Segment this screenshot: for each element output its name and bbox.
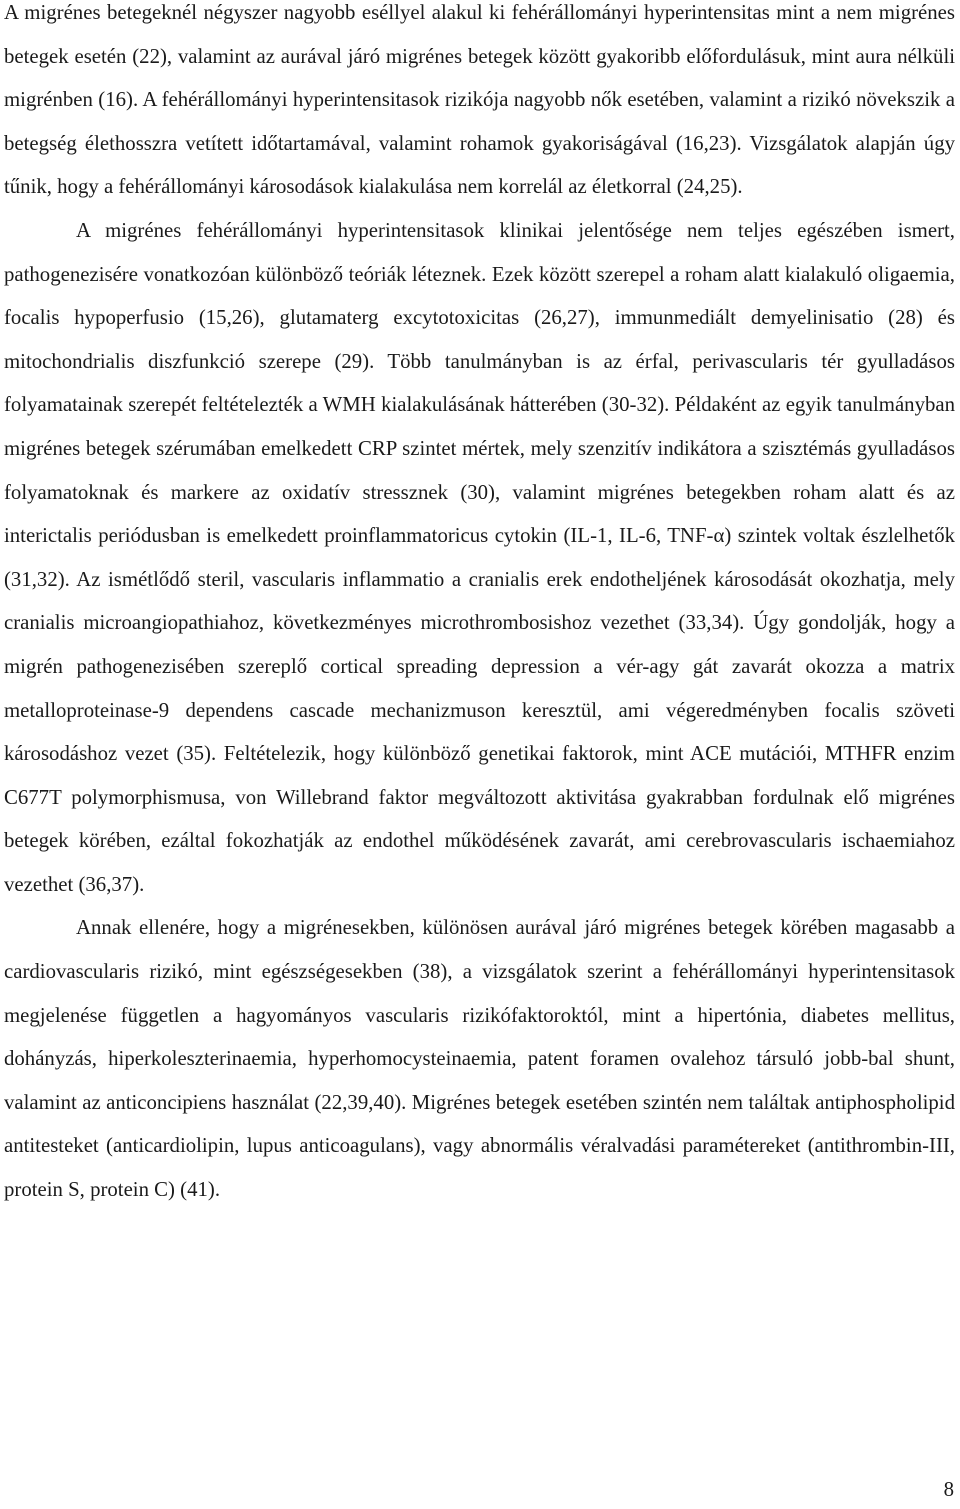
- page-number: 8: [943, 1478, 954, 1501]
- document-page: [4, 0, 955, 1212]
- paragraph-1: A migrénes betegeknél négyszer nagyobb eséllyel alakul ki fehérállományi hyperintensitas mint a nem migrénes betegek esetén (22), valamint az aurával járó migrénes betegek között gyakoribb előfordulásuk, mint aura nélküli migrénben (16). A fehérállományi hyperintensitasok rizikója nagyobb nők esetében, valamint a rizikó növekszik a betegség élethosszra vetített időtartamával, valamint rohamok gyakoriságával (16,23). Vizsgálatok alapján úgy tűnik, hogy a fehérállományi károsodások kialakulása nem korrelál az életkorral (24,25).: [4, 1, 955, 199]
- paragraph-2: A migrénes fehérállományi hyperintensitasok klinikai jelentősége nem teljes egészében ismert, pathogenezisére vonatkozóan különböző teóriák léteznek. Ezek között szerepel a roham alatt kialakuló oligaemia, focalis hypoperfusio (15,26), glutamaterg excytotoxicitas (26,27), immunmediált demyelinisatio (28) és mitochondrialis diszfunkció szerepe (29). Több tanulmányban is az érfal, perivascularis tér gyulladásos folyamatainak szerepét feltételezték a WMH kialakulásának hátterében (30-32). Példaként az egyik tanulmányban migrénes betegek szérumában emelkedett CRP szintet mértek, mely szenzitív indikátora a szisztémás gyulladásos folyamatoknak és markere az oxidatív stressznek (30), valamint migrénes betegekben roham alatt és az interictalis periódusban is emelkedett proinflammatoricus cytokin (IL-1, IL-6, TNF-α) szintek voltak észlelhetők (31,32). Az ismétlődő steril, vascularis inflammatio a cranialis erek endotheljének károsodását okozhatja, mely cranialis microangiopathiahoz, következményes microthrombosishoz vezethet (33,34). Úgy gondolják, hogy a migrén pathogenezisében szereplő cortical spreading depression a vér-agy gát zavarát okozza a matrix metalloproteinase-9 dependens cascade mechanizmuson keresztül, ami végeredményben focalis szöveti károsodáshoz vezet (35). Feltételezik, hogy különböző genetikai faktorok, mint ACE mutációi, MTHFR enzim C677T polymorphismusa, von Willebrand faktor megváltozott aktivitása gyakrabban fordulnak elő migrénes betegek körében, ezáltal fokozhatják az endothel működésének zavarát, ami cerebrovascularis ischaemiahoz vezethet (36,37).: [4, 218, 955, 896]
- paragraph-3: Annak ellenére, hogy a migrénesekben, különösen aurával járó migrénes betegek körében magasabb a cardiovascularis rizikó, mint egészségesekben (38), a vizsgálatok szerint a fehérállományi hyperintensitasok megjelenése független a hagyományos vascularis rizikófaktoroktól, mint a hipertónia, diabetes mellitus, dohányzás, hiperkoleszterinaemia, hyperhomocysteinaemia, patent foramen ovalehoz társuló jobb-bal shunt, valamint az anticoncipiens használat (22,39,40). Migrénes betegek esetében szintén nem találtak antiphospholipid antitesteket (anticardiolipin, lupus anticoagulans), vagy abnormális véralvadási paramétereket (antithrombin-III, protein S, protein C) (41).: [4, 916, 955, 1202]
